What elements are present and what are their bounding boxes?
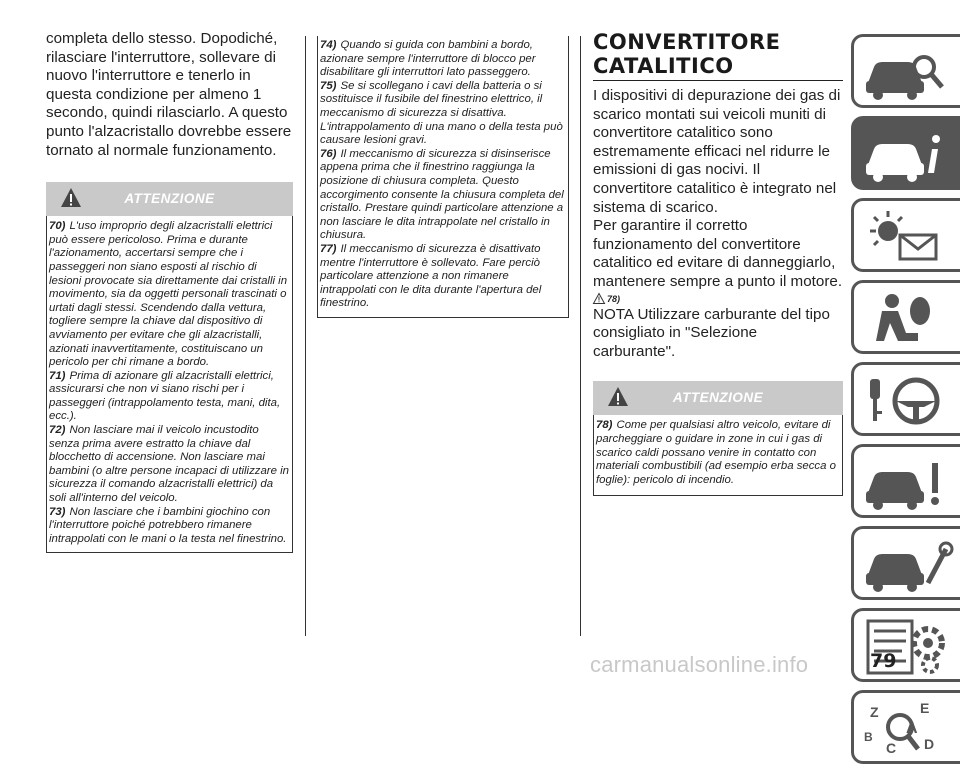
warning-block: [46, 182, 293, 553]
car-maintenance-icon: [862, 535, 952, 595]
note-73: 73) Non lasciare che i bambini giochino con l'interruttore poiché potrebbero rimanere intrappolati con le mani o la testa nel finestrino.: [49, 505, 287, 545]
tab-warning-lights[interactable]: [851, 198, 960, 272]
watermark: carmanualsonline.info: [590, 652, 809, 677]
alphabetical-index-icon: [862, 699, 952, 759]
body-paragraph: I dispositivi di depurazione dei gas di scarico montati sui veicoli muniti di convertitore catalitico sono estremamente efficaci nel ridurre le emissioni di gas nocivi. Il convertitore catalitico è integrato nel sistema di scarico.: [593, 87, 841, 216]
warning-lights-icon: [862, 207, 952, 267]
tab-technical-data[interactable]: [851, 608, 960, 682]
tab-steering-key[interactable]: [851, 362, 960, 436]
note-75: 75) Se si scollegano i cavi della batteria o si sostituisce il fusibile del finestrino elettrico, il meccanismo di sicurezza si disattiva. L'intrappolamento di una mano o della testa può causare lesioni gravi.: [320, 79, 563, 147]
chapter-tabs: [851, 34, 960, 772]
body-paragraph-2: Per garantire il corretto funzionamento del convertitore catalitico ed evitare di danneggiarlo, mantenere sempre a punto il motore.: [593, 217, 843, 290]
note-78: 78) Come per qualsiasi altro veicolo, evitare di parcheggiare o guidare in zone in cui i gas di scarico caldi possano venire in contatto con materiali combustibili (ad esempio erba secca o foglie): pericolo di incendio.: [596, 419, 836, 486]
car-info-icon: [862, 125, 952, 185]
nota-paragraph: NOTA Utilizzare carburante del tipo consigliato in "Selezione carburante".: [593, 305, 830, 360]
tab-car-emergency[interactable]: [851, 444, 960, 518]
title-rule: [593, 80, 843, 81]
note-71: 71) Prima di azionare gli alzacristalli elettrici, assicurarsi che non vi siano rischi per i passeggeri (intrappolamento testa, mani, dita, ecc.).: [49, 369, 281, 423]
tab-car-info[interactable]: [851, 116, 960, 190]
warning-content-continued: [317, 36, 569, 318]
index-letter: Z: [870, 704, 879, 720]
car-emergency-icon: [862, 453, 952, 513]
warning-header: [593, 381, 843, 415]
intro-paragraph: completa dello stesso. Dopodiché, rilasciare l'interruttore, sollevare di nuovo l'interruttore e tenerlo in questa condizione per almeno 1 secondo, quindi rilasciarlo. A questo punto l'alzacristallo dovrebbe essere tornato al normale funzionamento.: [46, 30, 292, 159]
note-72: 72) Non lasciare mai il veicolo incustodito senza prima avere estratto la chiave dal blocchetto di accensione. Non lasciare mai bambini (o altre persone incapaci di utilizzare in sicurezza il comando alzacristalli elettrici) da soli all'interno del veicolo.: [49, 424, 289, 505]
column-left: [46, 30, 293, 553]
tab-seat-airbag[interactable]: [851, 280, 960, 354]
tab-car-search[interactable]: [851, 34, 960, 108]
column-divider: [580, 36, 581, 636]
section-title: CONVERTITORE CATALITICO: [593, 30, 781, 78]
warning-content: [46, 216, 293, 553]
index-letter: D: [924, 736, 935, 752]
warning-content: [593, 415, 843, 496]
column-middle: [317, 36, 569, 318]
tab-car-maintenance[interactable]: [851, 526, 960, 600]
warning-block: [593, 381, 843, 496]
tab-alphabetical-index[interactable]: [851, 690, 960, 764]
warning-header: [46, 182, 293, 216]
page-number: 79: [870, 650, 897, 672]
note-76: 76) Il meccanismo di sicurezza si disinserisce appena prima che il finestrino raggiunga la posizione di chiusura completa. Questo accorgimento consente la chiusura completa del cristallo. Prestare quindi particolare attenzione a non lasciare le dita intrappolate nel cristallo in chiusura.: [320, 147, 564, 242]
column-divider: [305, 36, 306, 636]
steering-wheel-key-icon: [862, 371, 952, 431]
note-74: 74) Quando si guida con bambini a bordo, azionare sempre l'interruttore di blocco per disabilitare gli interruttori lato passeggero.: [320, 39, 536, 79]
index-letter: E: [920, 700, 930, 716]
note-70: 70) L'uso improprio degli alzacristalli elettrici può essere pericoloso. Prima e durante l'azionamento, accertarsi sempre che i passeggeri non siano esposti al rischio di lesioni provocate sia direttamente dai cristalli in movimento, sia da oggetti personali trascinati o urtati dagli stessi. Scendendo dalla vettura, togliere sempre la chiave dal dispositivo di avviamento per evitare che gli alzacristalli, azionati inavvertitamente, costituiscano un pericolo per chi rimane a bordo.: [49, 220, 288, 369]
index-letter: B: [864, 730, 873, 744]
seat-airbag-icon: [862, 289, 952, 349]
car-search-icon: [862, 43, 952, 103]
column-right: [593, 30, 843, 496]
index-letter: A: [906, 720, 918, 737]
warning-triangle-icon: [593, 293, 605, 304]
index-letter: C: [886, 740, 897, 756]
warning-title: ATTENZIONE: [672, 390, 764, 406]
warning-reference: 78): [593, 292, 843, 306]
warning-title: ATTENZIONE: [124, 191, 215, 207]
note-77: 77) Il meccanismo di sicurezza è disattivato mentre l'interruttore è sollevato. Fare perciò particolare attenzione a non rimanere intrappolati con le dita durante l'apertura del finestrino.: [320, 242, 542, 310]
